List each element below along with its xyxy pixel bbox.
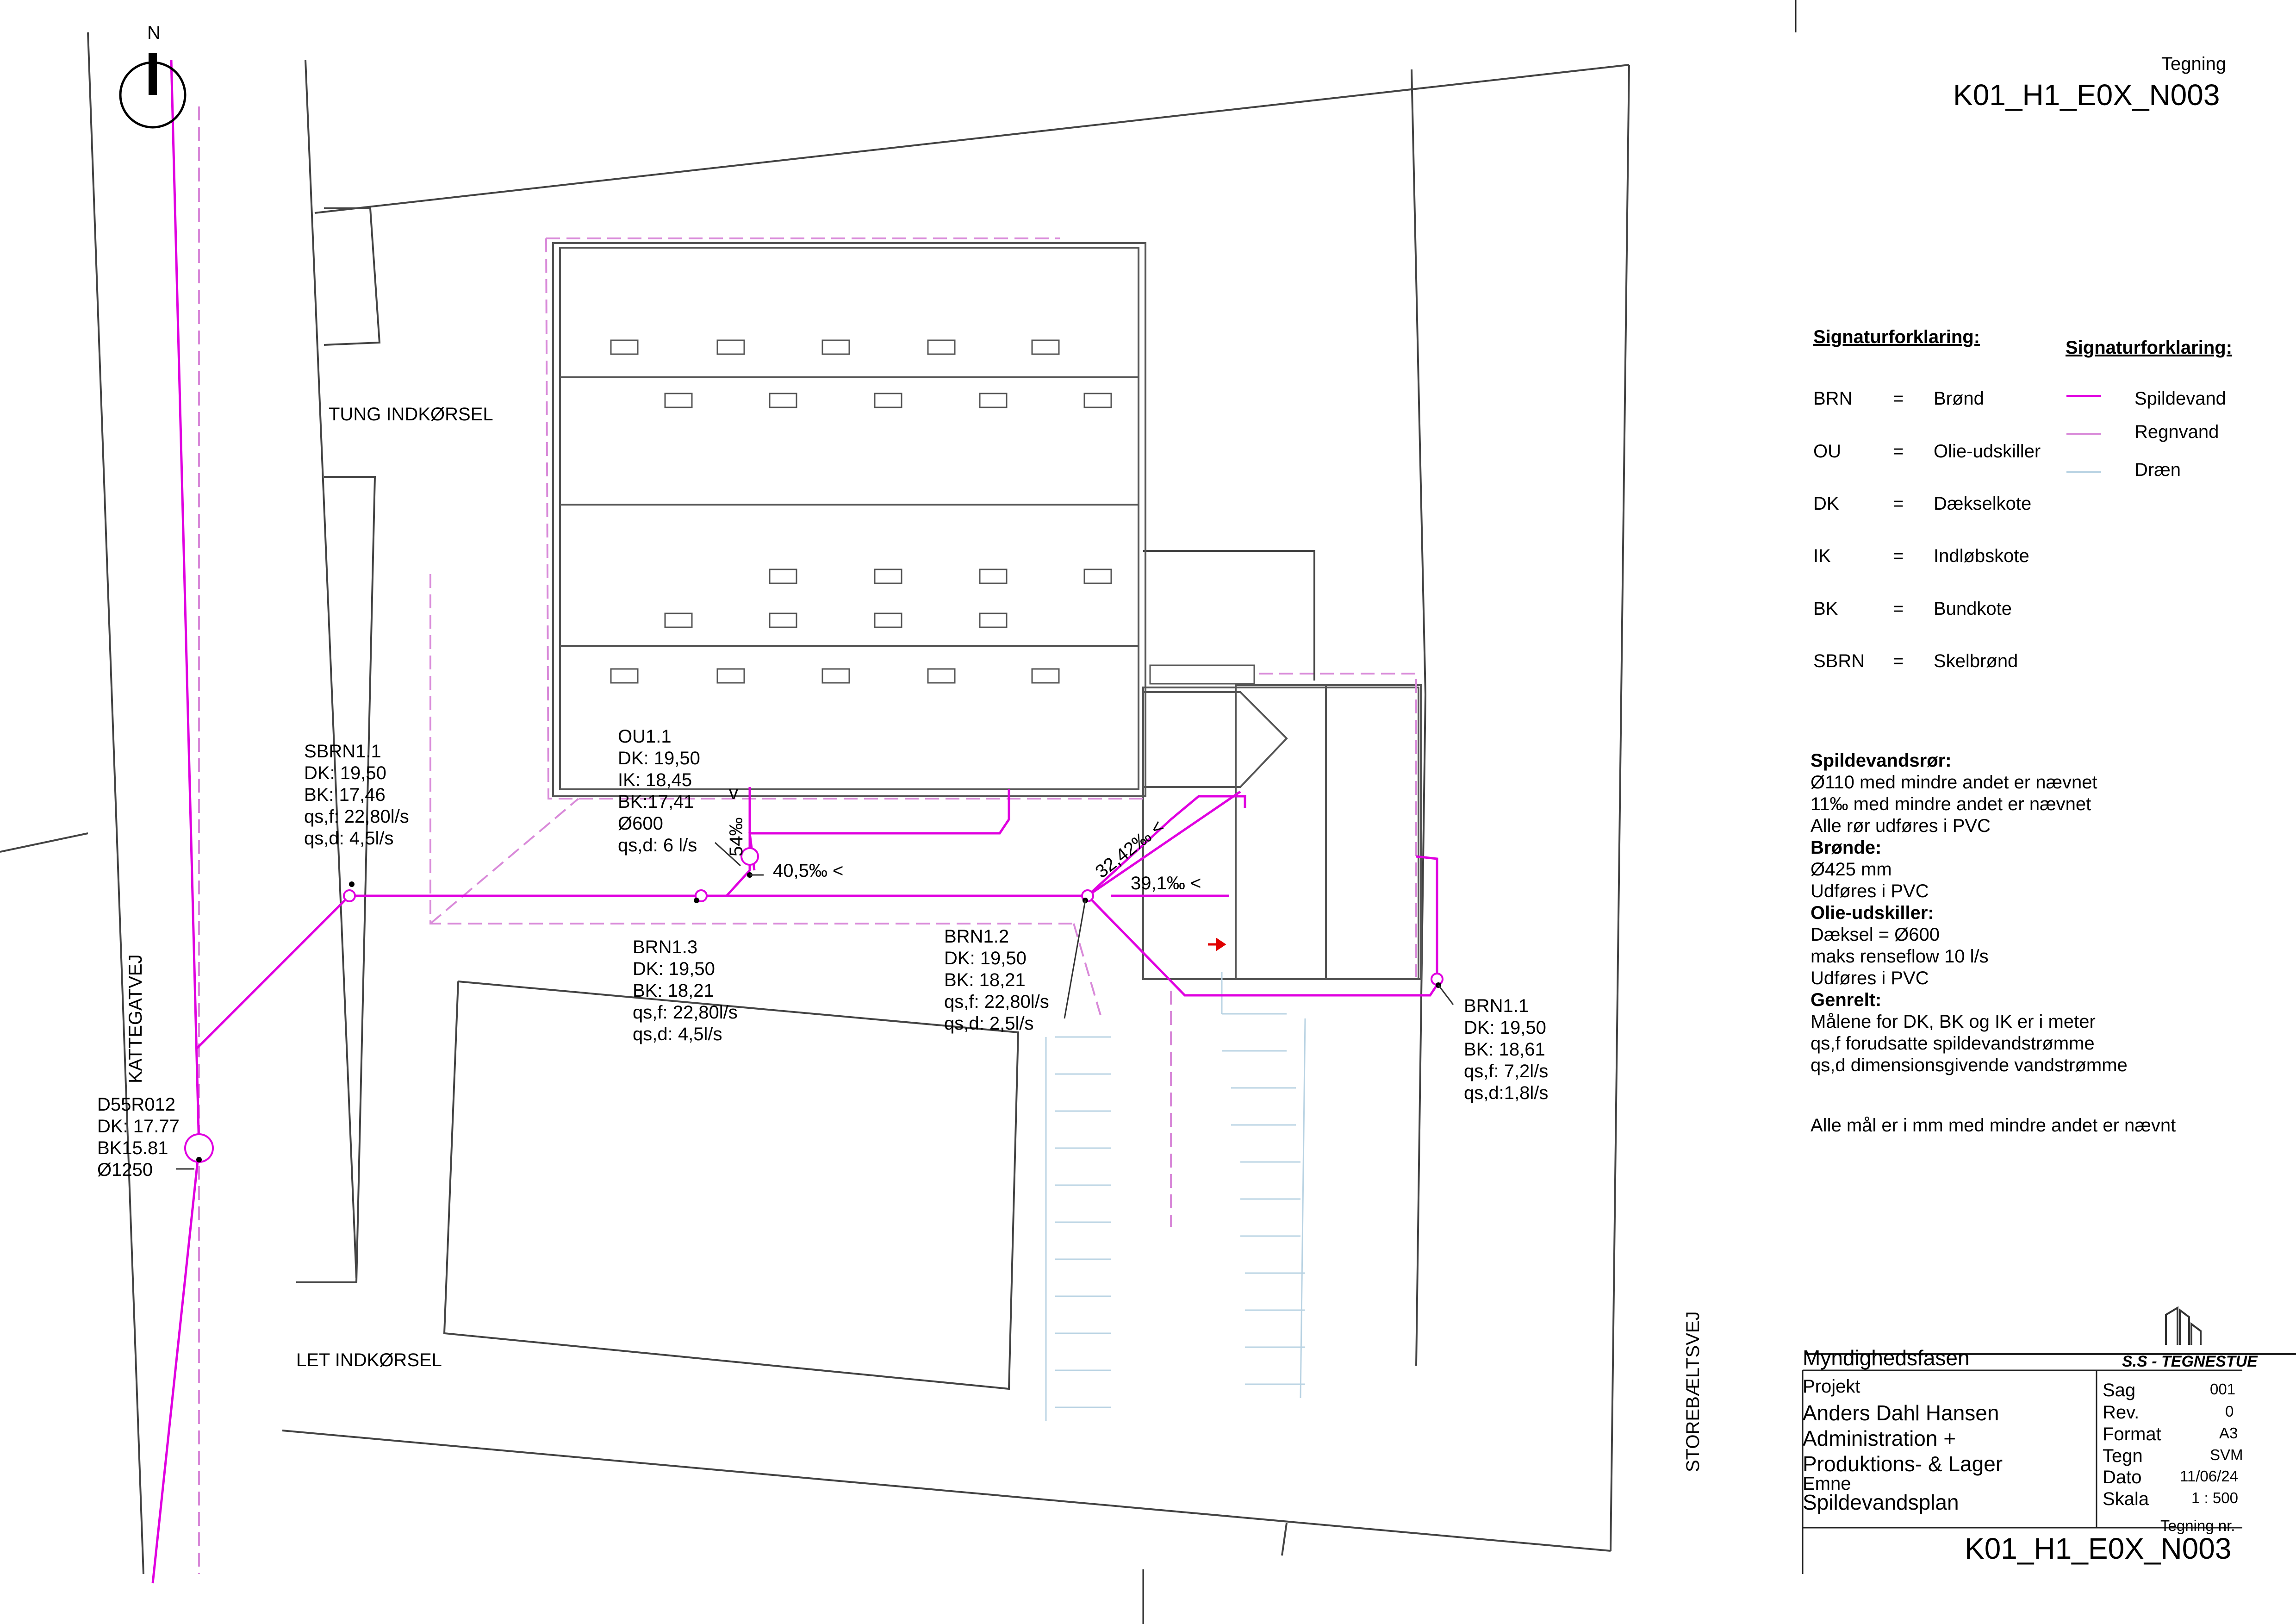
- drawing-number-header: K01_H1_E0X_N003: [1953, 78, 2220, 112]
- legend-eq: =: [1893, 441, 1904, 462]
- well-brn11-label: BRN1.1 DK: 19,50 BK: 18,61 qs,f: 7,2l/s qs,d:1,8l/s: [1464, 996, 1549, 1103]
- legend-abbr-title: Signaturforklaring:: [1813, 327, 1980, 347]
- legend-eq: =: [1893, 651, 1904, 671]
- field-value: A3: [2219, 1424, 2238, 1442]
- subject-value: Spildevandsplan: [1803, 1490, 1959, 1514]
- slope-label-4: 39,1‰ <: [1131, 873, 1201, 893]
- legend-text: Bundkote: [1934, 599, 2012, 619]
- light-entry-label: LET INDKØRSEL: [296, 1350, 442, 1370]
- field-value: 001: [2210, 1380, 2236, 1398]
- field-value: 1 : 500: [2191, 1489, 2238, 1506]
- field-label: Sag: [2103, 1380, 2136, 1400]
- field-value: 11/06/24: [2180, 1468, 2239, 1485]
- legend-eq: =: [1893, 599, 1904, 619]
- well-markers: [196, 872, 1441, 1162]
- legend-eq: =: [1893, 388, 1904, 409]
- leader-lines: [176, 843, 1453, 1169]
- notes-block: Spildevandsrør: Ø110 med mindre andet er nævnet 11‰ med mindre andet er nævnet Alle rør udføres i PVC Brønde: Ø425 mm Udføres i PVC Olie-udskiller: Dæksel = Ø600 maks renseflow 10 l/s Udføres i PVC Genrelt: Målene for DK, BK og IK er i meter qs,f forudsatte spildevandstrømme qs,d dimensionsgivende vandstrømme: [1811, 750, 2128, 1075]
- legend-text: Brønd: [1934, 388, 1984, 409]
- skylights: [611, 340, 1254, 684]
- well-d55r012-label: D55R012 DK: 17.77 BK15.81 Ø1250: [97, 1094, 180, 1180]
- legend-code: IK: [1813, 546, 1831, 566]
- legend-text: Skelbrønd: [1934, 651, 2018, 671]
- field-label: Tegn: [2103, 1446, 2143, 1466]
- drawing-number-label: Tegning nr.: [2160, 1517, 2235, 1534]
- field-value: 0: [2225, 1403, 2234, 1420]
- legend-text: Indløbskote: [1934, 546, 2029, 566]
- legend-text: Dækselkote: [1934, 493, 2032, 514]
- legend-lines-title: Signaturforklaring:: [2066, 337, 2233, 358]
- property-lines: [0, 32, 1629, 1574]
- building: [553, 243, 1421, 979]
- phase-label: Myndighedsfasen: [1803, 1346, 1970, 1370]
- legend-eq: =: [1893, 546, 1904, 566]
- field-label: Format: [2103, 1424, 2161, 1444]
- well-sbrn11-label: SBRN1.1 DK: 19,50 BK: 17,46 qs,f: 22,80l/s qs,d: 4,5l/s: [304, 741, 409, 849]
- road-kattegatvej: KATTEGATVEJ: [125, 954, 146, 1083]
- well-ou11-label: OU1.1 DK: 19,50 IK: 18,45 BK:17,41 Ø600 qs,d: 6 l/s: [618, 726, 700, 856]
- legend-line-text: Spildevand: [2134, 388, 2226, 409]
- north-label: N: [147, 23, 161, 43]
- legend-code: BRN: [1813, 388, 1853, 409]
- company-logo-text: S.S - TEGNESTUE: [2122, 1353, 2258, 1370]
- field-label: Dato: [2103, 1467, 2142, 1487]
- drawing-number-footer: K01_H1_E0X_N003: [1965, 1532, 2232, 1565]
- well-brn13-label: BRN1.3 DK: 19,50 BK: 18,21 qs,f: 22,80l/s qs,d: 4,5l/s: [633, 937, 738, 1044]
- heavy-entry-label: TUNG INDKØRSEL: [329, 404, 493, 425]
- legend-code: SBRN: [1813, 651, 1865, 671]
- field-label: Rev.: [2103, 1402, 2140, 1423]
- parking-stripes: [1046, 1014, 1305, 1421]
- legend-code: DK: [1813, 493, 1839, 514]
- road-storebaeltsvej: STOREBÆLTSVEJ: [1683, 1311, 1703, 1472]
- flow-arrow: [1208, 940, 1224, 949]
- field-value: SVM: [2210, 1446, 2243, 1463]
- legend-line-text: Dræn: [2134, 460, 2181, 480]
- legend-line-samples: [2066, 396, 2101, 472]
- legend-text: Olie-udskiller: [1934, 441, 2041, 462]
- project-label: Projekt: [1803, 1376, 1860, 1397]
- north-arrow: [120, 53, 185, 127]
- legend-line-text: Regnvand: [2134, 422, 2219, 442]
- project-name: Anders Dahl Hansen Administration + Produktions- & Lager: [1803, 1401, 2003, 1476]
- legend-eq: =: [1893, 493, 1904, 514]
- slope-label-1: 40,5‰ <: [773, 861, 844, 881]
- subject-label: Emne: [1803, 1474, 1851, 1494]
- drawing-label: Tegning: [2161, 54, 2227, 74]
- legend-code: BK: [1813, 599, 1838, 619]
- slope-label-2: 54‰: [726, 817, 747, 856]
- slope-arrow-v: v: [729, 783, 738, 803]
- legend-code: OU: [1813, 441, 1841, 462]
- slope-label-3: 32,42‰ <: [1091, 816, 1168, 882]
- logo-building-icon: [2166, 1308, 2201, 1345]
- field-label: Skala: [2103, 1489, 2149, 1509]
- well-brn12-label: BRN1.2 DK: 19,50 BK: 18,21 qs,f: 22,80l/s qs,d: 2,5l/s: [944, 926, 1049, 1034]
- notes-all-dimensions: Alle mål er i mm med mindre andet er nævnt: [1811, 1115, 2176, 1136]
